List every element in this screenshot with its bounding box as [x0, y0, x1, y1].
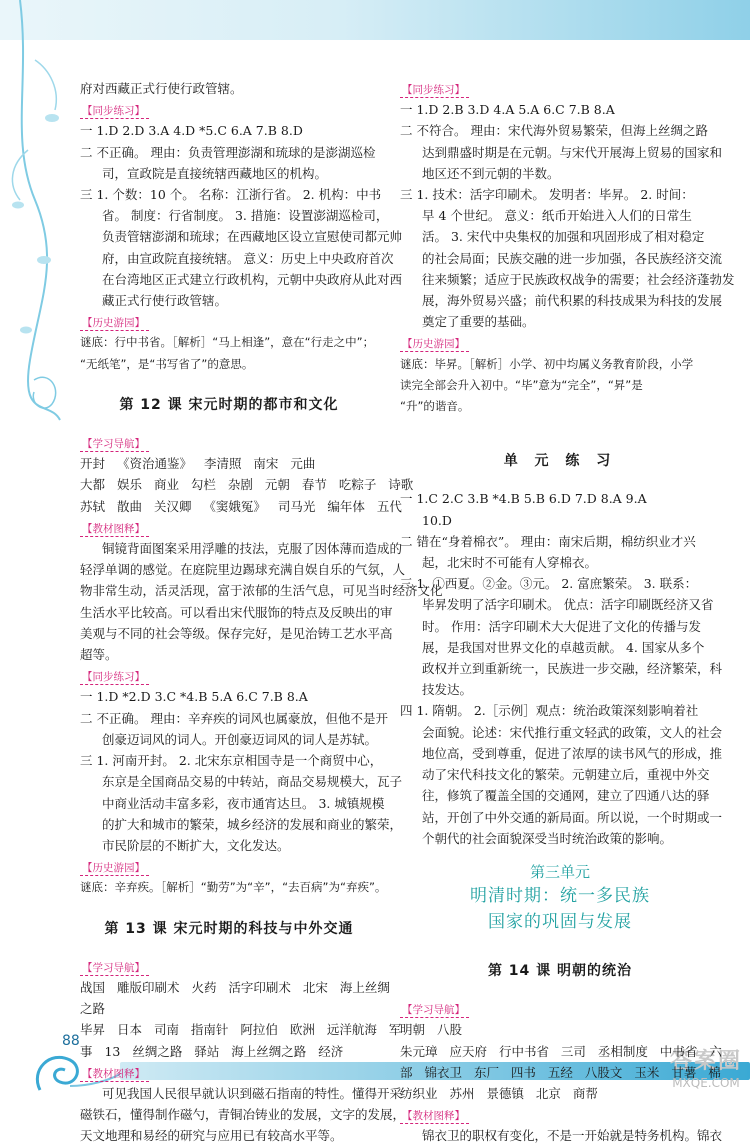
answer-line: 一 1.D 2.D 3.A 4.D *5.C 6.A 7.B 8.D	[80, 123, 303, 139]
terms-line: 战国 雕版印刷术 火药 活字印刷术 北宋 海上丝绸	[80, 979, 390, 995]
terms-block	[400, 1019, 720, 1104]
answer-line: 展，是我国对世界文化的卓越贡献。 4. 国家从多个	[422, 639, 705, 655]
answer-line: 的社会局面；民族交融的进一步加强，各民族经济交流	[422, 250, 723, 266]
text-line: 铜镜背面图案采用浮雕的技法，克服了因体薄而造成的	[102, 541, 403, 557]
answer-line: 往来频繁；适应于民族政权战争的需要；社会经济蓬勃发	[422, 271, 735, 287]
answer-line: 毕昇发明了活字印刷术。 优点：活字印刷既经济又省	[422, 597, 714, 613]
answers-block	[80, 120, 403, 311]
terms-block	[80, 977, 402, 1062]
lesson-13-title: 第 13 课 宋元时期的科技与中外交通	[104, 920, 354, 937]
terms-line: 毕昇 日本 司南 指南针 阿拉伯 欧洲 远洋航海 军	[80, 1022, 402, 1038]
lesson-12-title: 第 12 课 宋元时期的都市和文化	[119, 396, 339, 413]
watermark-logo-text: 答案圈	[669, 1049, 742, 1075]
answer-line: 地区还不到元朝的半数。	[422, 165, 560, 181]
answer-line: 创豪迈词风的词人。开创豪迈词风的词人是苏轼。	[102, 731, 378, 747]
terms-line: 大都 娱乐 商业 勾栏 杂剧 元朝 春节 吃粽子 诗歌	[80, 477, 414, 493]
section-tag-history-game: 【 历史游园 】	[80, 316, 149, 331]
answer-line: 时。 作用：活字印刷术大大促进了文化的传播与发	[422, 618, 701, 634]
answer-line: 动了宋代科技文化的繁荣。元朝建立后，重视中外交	[422, 767, 710, 783]
answers-block	[400, 99, 735, 332]
answer-line: 展，海外贸易兴盛；前代积累的科技成果为科技的发展	[422, 293, 723, 309]
answer-line: 达到鼎盛时期是在元朝。与宋代开展海上贸易的国家和	[422, 144, 723, 160]
picture-explanation	[80, 538, 443, 665]
answer-line: 藏正式行使行政管辖。	[102, 293, 228, 309]
unit-3-title-line-2: 国家的巩固与发展	[488, 911, 632, 932]
terms-line: 开封 《资治通鉴》 李清照 南宋 元曲	[80, 456, 316, 472]
terms-line: 苏轼 散曲 关汉卿 《窦娥冤》 司马光 编年体 五代	[80, 498, 402, 514]
watermark-url: MXQE.COM	[672, 1075, 740, 1090]
answer-line: 三 1. 个数：10 个。 名称：江浙行省。 2. 机构：中书	[80, 187, 382, 203]
terms-line: 纺织业 苏州 景德镇 北京 商帮	[400, 1085, 598, 1101]
answer-line: 二 错在“身着棉衣”。 理由：南宋后期，棉纺织业才兴	[400, 533, 696, 549]
picture-explanation	[80, 1083, 406, 1147]
answer-line: 一 1.C 2.C 3.B *4.B 5.B 6.D 7.D 8.A 9.A	[400, 491, 647, 507]
answer-line: 一 1.D *2.D 3.C *4.B 5.A 6.C 7.B 8.A	[80, 689, 308, 705]
answer-line: 东京是全国商品交易的中转站，商品交易规模大，瓦子	[102, 774, 403, 790]
section-tag-history-game: 【 历史游园 】	[80, 861, 149, 876]
terms-block	[80, 453, 414, 517]
lesson-14-title: 第 14 课 明朝的统治	[487, 962, 633, 979]
answer-line: 市民阶层的不断扩大，文化发达。	[102, 837, 290, 853]
answer-line: 省。 制度：行省制度。 3. 措施：设置澎湖巡检司，	[102, 208, 389, 224]
riddle-line: “升”的谐音。	[400, 399, 470, 414]
riddle-line: 谜底：辛弃疾。［解析］“勤劳”为“辛”，“去百病”为“弃疾”。	[80, 880, 387, 895]
unit-3-label: 第三单元	[529, 862, 590, 881]
answer-line: 二 不正确。 理由：辛弃疾的词风也属豪放，但他不是开	[80, 710, 388, 726]
answer-line: 起，北宋时不可能有人穿棉衣。	[422, 555, 598, 571]
answer-line: 的扩大和城市的繁荣，城乡经济的发展和商业的繁荣，	[102, 816, 403, 832]
answer-line: 政权并立到重新统一，民族进一步交融，经济繁荣，科	[422, 661, 723, 677]
answer-line: 技发达。	[422, 682, 473, 698]
text-line: 可见我国人民很早就认识到磁石指南的特性。懂得开采	[102, 1085, 403, 1101]
top-decorative-band	[0, 0, 750, 60]
answer-line: 府，由宣政院直接统辖。 意义：历史上中央政府首次	[102, 250, 394, 266]
terms-line: 部 锦衣卫 东厂 四书 五经 八股文 玉米 甘薯 棉	[400, 1064, 721, 1080]
answer-line: 早 4 个世纪。 意义：纸币开始进入人们的日常生	[422, 208, 692, 224]
answer-line: 往，修筑了覆盖全国的交通网，建立了四通八达的驿	[422, 788, 710, 804]
answer-line: 地位高，受到尊重，促进了浓厚的读书风气的形成，推	[422, 745, 723, 761]
answer-line: 10.D	[422, 512, 452, 528]
unit-practice-answers	[400, 488, 723, 848]
section-tag-study-guide: 【 学习导航 】	[80, 961, 149, 976]
right-column	[400, 78, 735, 1147]
answers-block	[80, 686, 403, 856]
terms-line: 事 13 丝绸之路 驿站 海上丝绸之路 经济	[80, 1043, 344, 1059]
terms-line: 之路	[80, 1001, 106, 1017]
answer-line: 奠定了重要的基础。	[422, 314, 535, 330]
text-line: 锦衣卫的职权有变化，不是一开始就是特务机构。锦衣	[422, 1128, 723, 1144]
riddle-line: 谜底：行中书省。［解析］“马上相逢”，意在“行走之中”；	[80, 335, 375, 350]
riddle-line: 读完全部会升入初中。“毕”意为“完全”，“昇”是	[400, 377, 643, 392]
answer-line: 个朝代的社会面貌深受当时统治政策的影响。	[422, 830, 673, 846]
section-tag-textbook-pictures: 【 教材图释 】	[400, 1109, 469, 1124]
section-tag-sync-exercise: 【 同步练习 】	[80, 104, 149, 119]
text-line: 天文地理和易经的研究与应用已有较高水平等。	[80, 1128, 343, 1144]
section-tag-study-guide: 【 学习导航 】	[400, 1003, 469, 1018]
text-line: 美观与不同的社会等级。保存完好，是见治铸工艺水平高	[80, 625, 393, 641]
terms-line: 朱元璋 应天府 行中书省 三司 丞相制度 中书省 六	[400, 1043, 722, 1059]
unit-practice-title: 单 元 练 习	[503, 453, 617, 470]
answer-line: 中商业活动丰富多彩，夜市通宵达旦。 3. 城镇规模	[102, 795, 385, 811]
answer-line: 一 1.D 2.B 3.D 4.A 5.A 6.C 7.B 8.A	[400, 102, 615, 118]
text-line: 磁铁石，懂得制作磁勺，青铜冶铸业的发展，文字的发展，	[80, 1107, 406, 1123]
section-tag-textbook-pictures: 【 教材图释 】	[80, 1067, 149, 1082]
answer-line: 站，开创了中外交通的新局面。所以说，一个时期或一	[422, 809, 723, 825]
answer-line: 活。 3. 宋代中央集权的加强和巩固形成了相对稳定	[422, 229, 705, 245]
riddle-line: “无纸笔”，是“书写省了”的意思。	[80, 356, 254, 371]
answer-line: 会面貌。论述：宋代推行重文轻武的政策，文人的社会	[422, 724, 723, 740]
answer-line: 二 不正确。 理由：负责管理澎湖和琉球的是澎湖巡检	[80, 144, 376, 160]
answer-line: 三 1. ①西夏。②金。③元。 2. 富庶繁荣。 3. 联系：	[400, 576, 698, 592]
section-tag-history-game: 【 历史游园 】	[400, 337, 469, 352]
answer-line: 三 1. 河南开封。 2. 北宋东京相国寺是一个商贸中心，	[80, 753, 383, 769]
text-line: 超等。	[80, 647, 118, 663]
riddle-line: 谜底：毕昇。［解析］小学、初中均属义务教育阶段，小学	[400, 356, 694, 371]
section-tag-sync-exercise: 【 同步练习 】	[80, 670, 149, 685]
answer-line: 司，宣政院是直接统辖西藏地区的机构。	[102, 165, 328, 181]
section-tag-study-guide: 【 学习导航 】	[80, 437, 149, 452]
text-line: 轻浮单调的感觉。在庭院里边踢球充满自娱自乐的气氛，人	[80, 562, 406, 578]
top-gradient-bar	[0, 0, 750, 40]
text-line: 生活水平比较高。可以看出宋代服饰的特点及反映出的审	[80, 604, 393, 620]
answer-line: 在台湾地区正式建立行政机构，元朝中央政府从此对西	[102, 271, 403, 287]
answer-line: 三 1. 技术：活字印刷术。 发明者：毕昇。 2. 时间：	[400, 187, 694, 203]
unit-3-heading	[400, 861, 720, 935]
answer-line: 四 1. 隋朝。 2.［示例］观点：统治政策深刻影响着社	[400, 703, 699, 719]
section-tag-textbook-pictures: 【 教材图释 】	[80, 522, 149, 537]
unit-3-title-line-1: 明清时期：统一多民族	[470, 885, 650, 906]
answer-line: 二 不符合。 理由：宋代海外贸易繁荣，但海上丝绸之路	[400, 123, 708, 139]
page-number: 88	[62, 1033, 80, 1049]
answer-line: 负责管辖澎湖和琉球；在西藏地区设立宣慰使司都元帅	[102, 229, 403, 245]
section-tag-sync-exercise: 【 同步练习 】	[400, 83, 469, 98]
text-line: 物非常生动，活灵活现，富于浓郁的生活气息，可见当时经济文化	[80, 583, 443, 599]
intro-line: 府对西藏正式行使行政管辖。	[80, 81, 243, 96]
terms-line: 明朝 八股	[400, 1022, 462, 1038]
